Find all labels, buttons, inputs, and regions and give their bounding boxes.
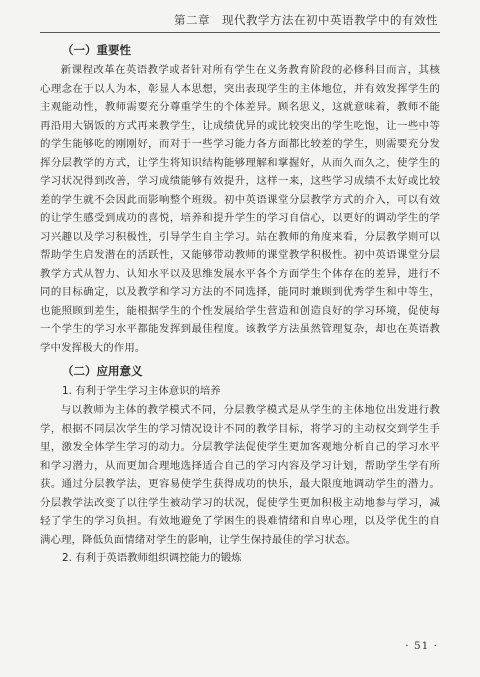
page-number: · 51 ·	[405, 640, 438, 652]
subheading-2-number: 2.	[62, 552, 72, 564]
running-header: 第二章 现代教学方法在初中英语教学中的有效性	[174, 13, 438, 27]
subheading-1	[62, 382, 440, 401]
section-heading-significance: （二）应用意义	[62, 364, 143, 378]
subheading-2	[62, 549, 440, 568]
subheading-1-title: 有利于学生学习主体意识的培养	[75, 385, 221, 397]
subheading-1-number: 1.	[62, 385, 72, 397]
subheading-2-title: 有利于英语教师组织调控能力的锻炼	[75, 552, 242, 564]
paragraph-significance-1: 与以教师为主体的教学模式不同，分层教学模式是从学生的主体地位出发进行教学，根据不同层次学生的学习情况设计不同的教学目标，将学习的主动权交到学生手里，激发全体学生学习的动力。分层教学法促使学生更加客观地分析自己的学习水平和学习潜力，从而更加合理地选择适合自己的学习内容及学习计划，帮助学生学有所获。通过分层教学法，更容易使学生获得成功的快乐，最大限度地调动学生的潜力。分层教学法改变了以往学生被动学习的状况，促使学生更加积极主动地参与学习，减轻了学生的学习负担。有效地避免了学困生的畏难情绪和自卑心理，以及学优生的自满心理，降低负面情绪对学生的影响，让学生保持最佳的学习状态。	[40, 404, 440, 546]
section-heading-importance: （一）重要性	[62, 43, 131, 57]
paragraph-importance: 新课程改革在英语教学或者针对所有学生在义务教育阶段的必修科目而言，其核心理念在于以人为本，彰显人本思想，突出表现学生的主体地位，并有效发挥学生的主观能动性，教师需要充分尊重学生的个体差异。顾名思义，这就意味着，教师不能再沿用大锅饭的方式再来教学生，让成绩优异的或比较突出的学生吃饱，让一些中等的学生能够吃的刚刚好，而对于一些学习能力各方面都比较差的学生，则需要充分发挥分层教学的方式，让学生将知识结构能够理解和掌握好，从而久而久之，使学生的学习状况得到改善，学习成绩能够有效提升，这样一来，这些学习成绩不太好或比较差的学生就不会因此而影响整个班级。初中英语课堂分层教学方式的介入，可以有效的让学生感受到成功的喜悦，培养和提升学生的学习自信心，以更好的调动学生的学习兴趣以及学习积极性，引导学生自主学习。站在教师的角度来看，分层教学则可以帮助学生启发潜在的活跃性，又能够带动教师的课堂教学积极性。初中英语课堂分层教学方式从智力、认知水平以及思维发展水平各个方面学生个体存在的差异，进行不同的目标确定，以及教学和学习方法的不同选择，能同时兼顾到优秀学生和中等生，也能照顾到差生，能根据学生的个性发展给学生营造和创造良好的学习环境，促使每一个学生的学习水平都能发挥到最佳程度。该教学方法虽然管理复杂，却也在英语教学中发挥极大的作用。	[40, 64, 440, 354]
body-text	[40, 39, 440, 568]
header-divider	[40, 32, 440, 33]
